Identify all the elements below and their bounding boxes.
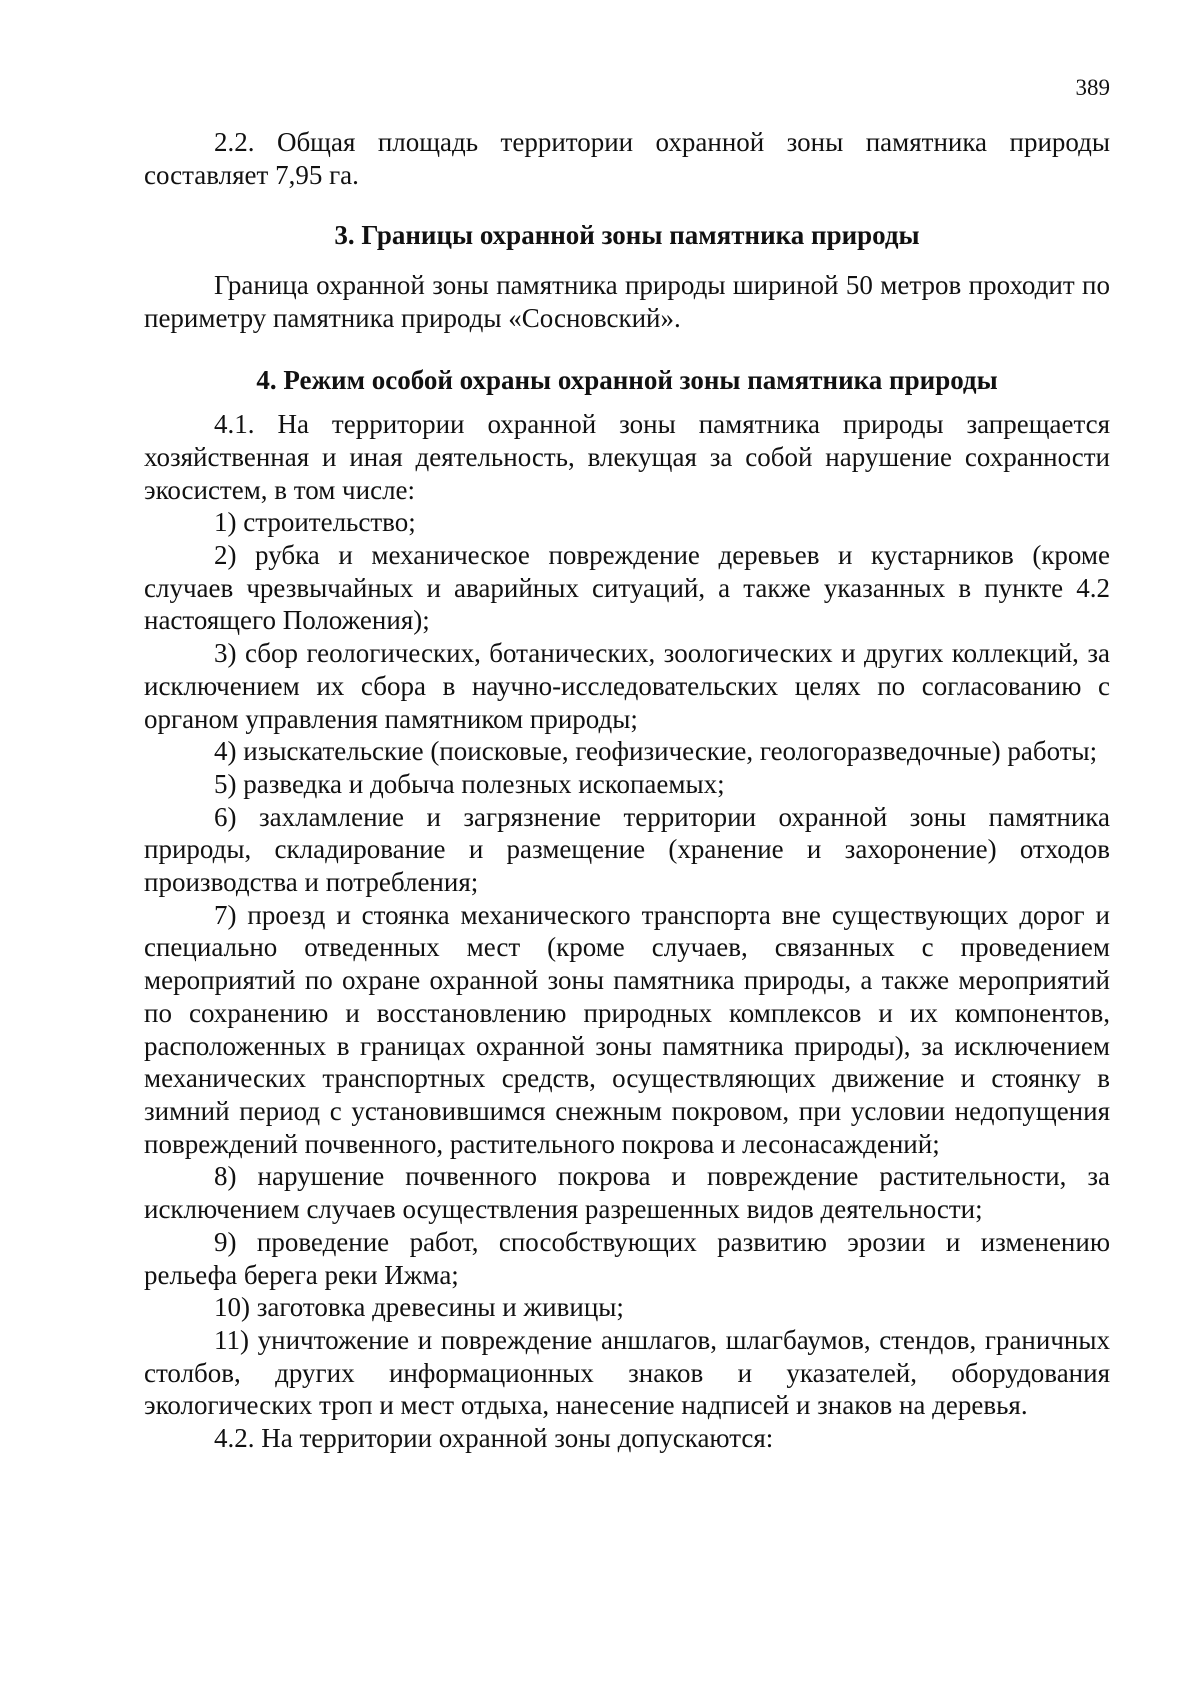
list-item-2: 2) рубка и механическое повреждение деревьев и кустарников (кроме случаев чрезвычайных и аварийных ситуаций, а также указанных в пункте 4.2 настоящего Положения); <box>144 540 1110 636</box>
list-item-8: 8) нарушение почвенного покрова и повреждение растительности, за исключением случаев осуществления разрешенных видов деятельности; <box>144 1161 1110 1225</box>
list-item-3: 3) сбор геологических, ботанических, зоологических и других коллекций, за исключением их сбора в научно-исследовательских целях по согласованию с органом управления памятником природы; <box>144 638 1110 734</box>
section-3-text: Граница охранной зоны памятника природы шириной 50 метров проходит по периметру памятника природы «Сосновский». <box>144 270 1110 333</box>
paragraph-4-1: 4.1. На территории охранной зоны памятника природы запрещается хозяйственная и иная деятельность, влекущая за собой нарушение сохранности экосистем, в том числе: <box>144 409 1110 505</box>
list-item-6: 6) захламление и загрязнение территории охранной зоны памятника природы, складирование и размещение (хранение и захоронение) отходов производства и потребления; <box>144 801 1110 898</box>
list-item-10: 10) заготовка древесины и живицы; <box>214 1292 624 1323</box>
document-body <box>144 126 1110 1455</box>
page-number: 389 <box>1075 75 1110 100</box>
paragraph-4-2: 4.2. На территории охранной зоны допускаются: <box>214 1423 774 1454</box>
paragraph-2-2: 2.2. Общая площадь территории охранной зоны памятника природы составляет 7,95 га. <box>144 127 1110 190</box>
section-4-heading: 4. Режим особой охраны охранной зоны памятника природы <box>256 364 998 395</box>
list-item-1: 1) строительство; <box>214 507 416 538</box>
list-item-5: 5) разведка и добыча полезных ископаемых; <box>214 768 725 799</box>
list-item-7: 7) проезд и стоянка механического транспорта вне существующих дорог и специально отведенных мест (кроме случаев, связанных с проведением мероприятий по охране охранной зоны памятника природы, а также мероприятий по сохранению и восстановлению природных комплексов и их компонентов, расположенных в границах охранной зоны памятника природы), за исключением механических транспортных средств, осуществляющих движение и стоянку в зимний период с установившимся снежным покровом, при условии недопущения повреждений почвенного, растительного покрова и лесонасаждений; <box>144 899 1110 1159</box>
document-page <box>144 0 1110 1697</box>
list-item-11: 11) уничтожение и повреждение аншлагов, шлагбаумов, стендов, граничных столбов, других информационных знаков и указателей, оборудования экологических троп и мест отдыха, нанесение надписей и знаков на деревья. <box>144 1324 1110 1421</box>
list-item-9: 9) проведение работ, способствующих развитию эрозии и изменению рельефа берега реки Ижма; <box>144 1226 1110 1290</box>
section-3-heading: 3. Границы охранной зоны памятника природы <box>334 220 920 251</box>
list-item-4: 4) изыскательские (поисковые, геофизические, геологоразведочные) работы; <box>214 736 1098 767</box>
